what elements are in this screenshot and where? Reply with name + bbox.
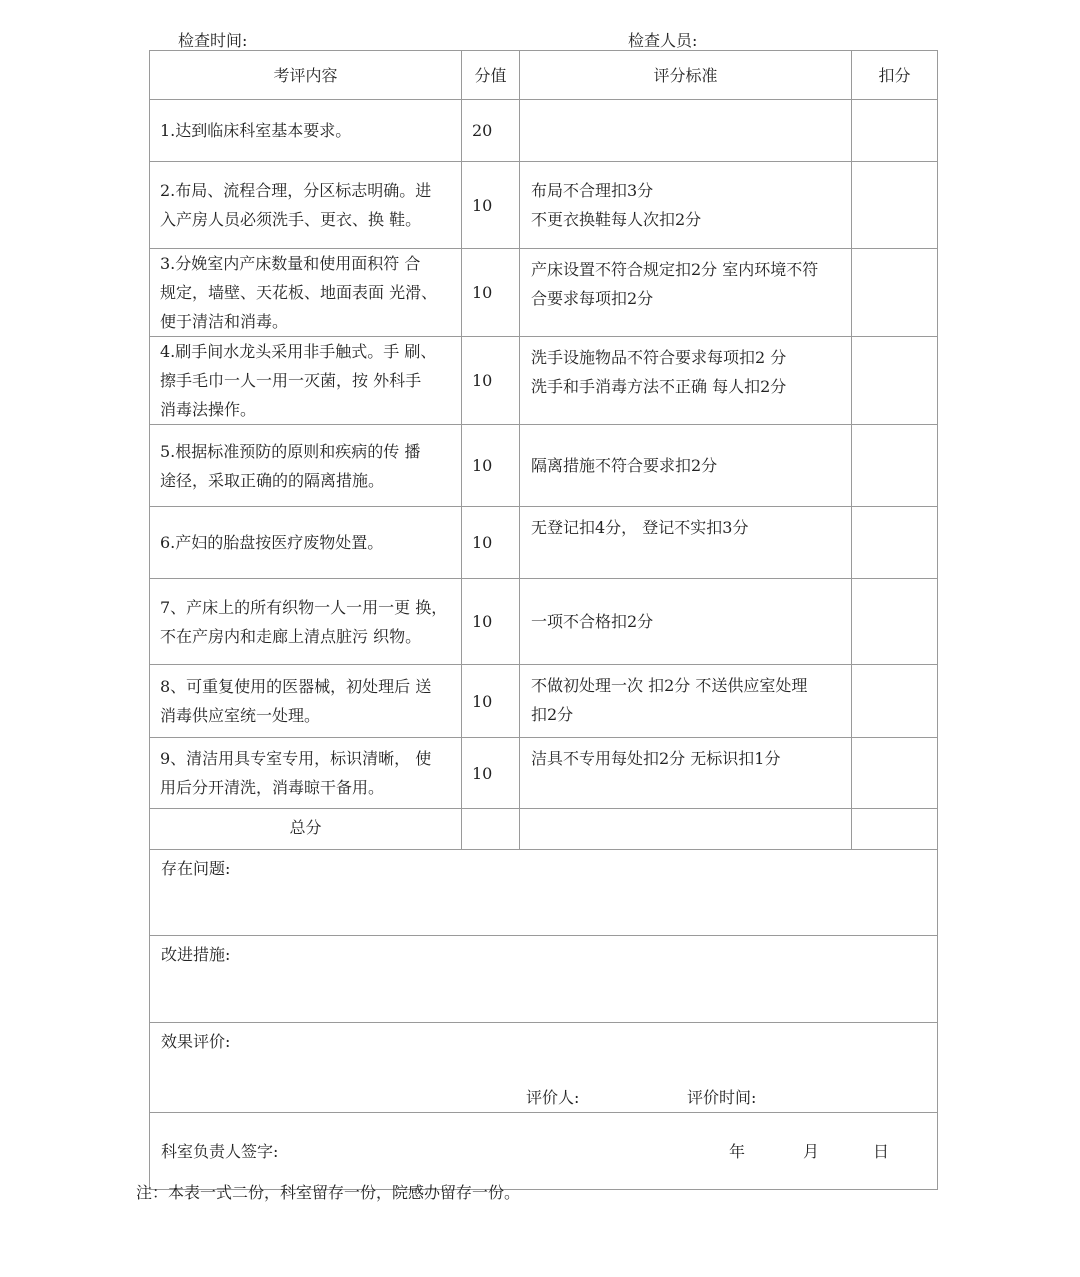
- content-line: 8、可重复使用的医器械，初处理后 送: [160, 677, 432, 696]
- content-line: 擦手毛巾一人一用一灭菌，按 外科手: [160, 371, 422, 390]
- criteria-line: 布局不合理扣3分: [531, 181, 654, 200]
- total-row: [150, 809, 938, 850]
- criteria-line: 洗手和手消毒方法不正确 每人扣2分: [531, 377, 787, 396]
- row-content: [150, 162, 462, 249]
- row-content: [150, 579, 462, 665]
- row-content: [150, 507, 462, 579]
- problems-label: 存在问题:: [161, 859, 231, 878]
- row-content: [150, 425, 462, 507]
- eval-time-label: 评价时间:: [687, 1088, 757, 1107]
- row-score: 10: [462, 738, 520, 809]
- row-criteria: [520, 337, 852, 425]
- table-row: [150, 337, 938, 425]
- col-header-content: 考评内容: [150, 51, 462, 100]
- row-deduction: [852, 579, 938, 665]
- row-deduction: [852, 665, 938, 738]
- effect-section: [150, 1023, 938, 1113]
- row-deduction: [852, 162, 938, 249]
- evaluation-table: [149, 50, 938, 1190]
- criteria-line: 无登记扣4分， 登记不实扣3分: [531, 518, 749, 537]
- table-header-row: [150, 51, 938, 100]
- content-line: 入产房人员必须洗手、更衣、换 鞋。: [160, 210, 422, 229]
- content-line: 6.产妇的胎盘按医疗废物处置。: [160, 533, 384, 552]
- criteria-line: 扣2分: [531, 705, 574, 724]
- row-score: 10: [462, 579, 520, 665]
- col-header-deduction: 扣分: [852, 51, 938, 100]
- sign-month: 月: [803, 1142, 820, 1161]
- row-content: [150, 337, 462, 425]
- table-row: [150, 665, 938, 738]
- total-criteria: [520, 809, 852, 850]
- row-criteria: [520, 579, 852, 665]
- evaluator-label: 评价人:: [526, 1088, 580, 1107]
- row-criteria: [520, 425, 852, 507]
- criteria-line: 洁具不专用每处扣2分 无标识扣1分: [531, 749, 781, 768]
- sign-year: 年: [729, 1142, 746, 1161]
- table-row: [150, 579, 938, 665]
- criteria-line: 洗手设施物品不符合要求每项扣2 分: [531, 348, 787, 367]
- row-criteria: [520, 665, 852, 738]
- content-line: 消毒法操作。: [160, 400, 257, 419]
- row-deduction: [852, 738, 938, 809]
- row-criteria: [520, 162, 852, 249]
- content-line: 不在产房内和走廊上清点脏污 织物。: [160, 626, 422, 646]
- table-row: [150, 738, 938, 809]
- content-line: 9、清洁用具专室专用，标识清晰， 使: [160, 749, 432, 768]
- row-deduction: [852, 507, 938, 579]
- row-criteria: [520, 738, 852, 809]
- table-row: [150, 249, 938, 337]
- row-deduction: [852, 249, 938, 337]
- total-label: 总分: [150, 809, 462, 850]
- table-row: [150, 162, 938, 249]
- content-line: 4.刷手间水龙头采用非手触式。手 刷、: [160, 342, 437, 361]
- table-row: [150, 425, 938, 507]
- improvement-label: 改进措施:: [161, 945, 231, 964]
- col-header-criteria: 评分标准: [520, 51, 852, 100]
- inspection-time-label: 检查时间:: [178, 31, 248, 50]
- effect-label: 效果评价:: [161, 1032, 231, 1051]
- col-header-score: 分值: [462, 51, 520, 100]
- row-criteria: [520, 249, 852, 337]
- content-line: 1.达到临床科室基本要求。: [160, 121, 352, 140]
- row-score: 10: [462, 425, 520, 507]
- criteria-line: 不做初处理一次 扣2分 不送供应室处理: [531, 676, 808, 695]
- criteria-line: 不更衣换鞋每人次扣2分: [531, 210, 702, 229]
- row-score: 10: [462, 507, 520, 579]
- row-content: [150, 249, 462, 337]
- content-line: 5.根据标准预防的原则和疾病的传 播: [160, 441, 421, 461]
- total-score: [462, 809, 520, 850]
- signature-label: 科室负责人签字:: [161, 1142, 279, 1161]
- row-deduction: [852, 100, 938, 162]
- row-deduction: [852, 337, 938, 425]
- criteria-line: 隔离措施不符合要求扣2分: [531, 456, 718, 475]
- content-line: 3.分娩室内产床数量和使用面积符 合: [160, 254, 421, 273]
- improvement-section: [150, 936, 938, 1023]
- total-deduction: [852, 809, 938, 850]
- row-score: 10: [462, 249, 520, 337]
- content-line: 途径，采取正确的的隔离措施。: [160, 470, 385, 490]
- sign-day: 日: [873, 1142, 890, 1161]
- criteria-line: 产床设置不符合规定扣2分 室内环境不符: [531, 260, 819, 279]
- row-deduction: [852, 425, 938, 507]
- row-score: 10: [462, 665, 520, 738]
- content-line: 消毒供应室统一处理。: [160, 706, 321, 725]
- problems-section: [150, 850, 938, 936]
- content-line: 便于清洁和消毒。: [160, 312, 289, 331]
- footnote: 注：本表一式二份，科室留存一份，院感办留存一份。: [136, 1183, 521, 1202]
- criteria-line: 一项不合格扣2分: [531, 612, 654, 631]
- criteria-line: 合要求每项扣2分: [531, 289, 654, 308]
- content-line: 7、产床上的所有织物一人一用一更 换，: [160, 597, 448, 617]
- content-line: 用后分开清洗，消毒晾干备用。: [160, 778, 385, 797]
- table-row: [150, 100, 938, 162]
- row-criteria: [520, 100, 852, 162]
- signature-section: [150, 1113, 938, 1190]
- row-score: 10: [462, 162, 520, 249]
- content-line: 2.布局、流程合理，分区标志明确。进: [160, 181, 432, 200]
- row-score: 20: [462, 100, 520, 162]
- content-line: 规定，墙壁、天花板、地面表面 光滑、: [160, 283, 438, 302]
- inspector-label: 检查人员:: [628, 31, 698, 50]
- row-criteria: [520, 507, 852, 579]
- row-content: [150, 738, 462, 809]
- row-content: [150, 100, 462, 162]
- row-content: [150, 665, 462, 738]
- row-score: 10: [462, 337, 520, 425]
- table-row: [150, 507, 938, 579]
